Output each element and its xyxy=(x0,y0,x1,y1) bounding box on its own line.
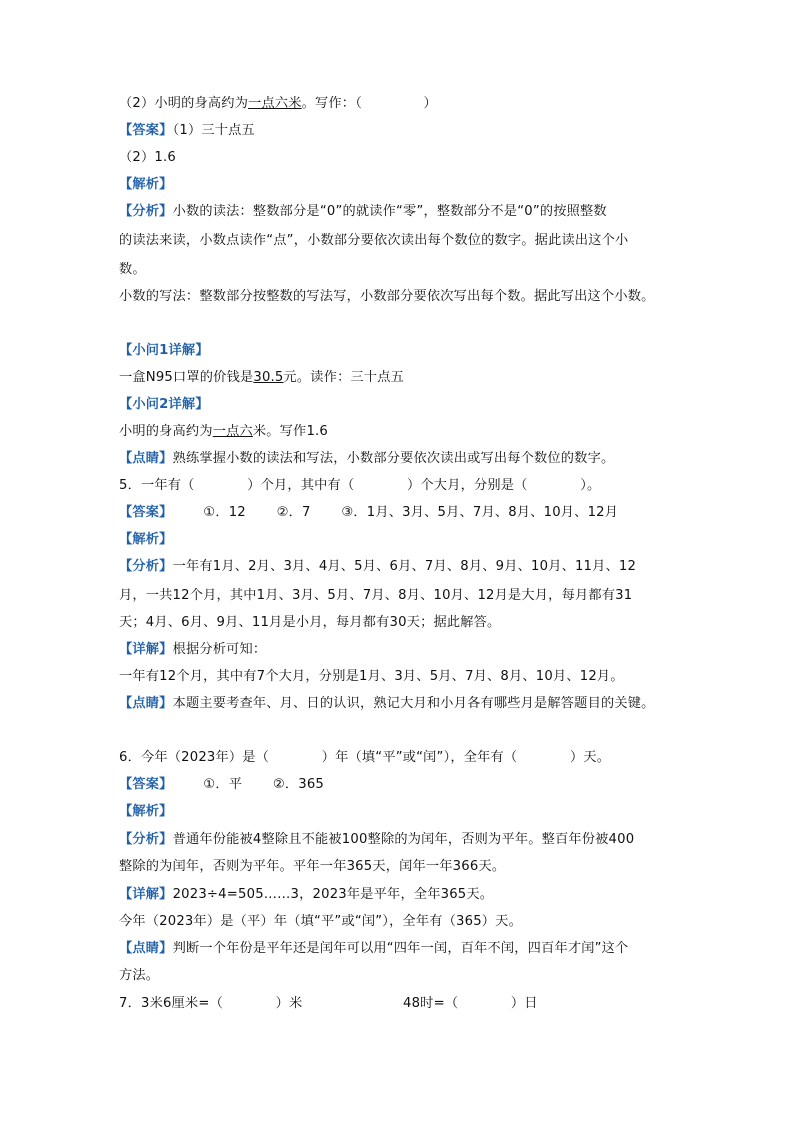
xiangjie-tag: 【详解】 xyxy=(119,642,173,657)
q4-xiaowen1-text: 一盒N95口罩的价钱是30.5元。读作：三十点五 xyxy=(119,370,405,385)
q5-result: 一年有12个月，其中有7个大月，分别是1月、3月、5月、7月、8月、10月、12月。 xyxy=(119,669,624,684)
q6-answer: 【答案】 ①．平 ②．365 xyxy=(119,777,325,792)
answer-tag: 【答案】 xyxy=(119,123,173,138)
q6-question: 6．今年（2023年）是（ ）年（填“平”或“闰”），全年有（ ）天。 xyxy=(119,750,611,765)
q6-fenxi-line2: 整除的为闰年，否则为平年。平年一年365天，闰年一年366天。 xyxy=(119,859,506,874)
q4-dianjing: 【点睛】熟练掌握小数的读法和写法，小数部分要依次读出或写出每个数位的数字。 xyxy=(119,451,615,466)
underlined-text: 一点六 xyxy=(212,424,253,439)
fenxi-tag: 【分析】 xyxy=(119,559,173,574)
q7-part2: 48时=（ ）日 xyxy=(403,996,538,1011)
q6-result: 今年（2023年）是（平）年（填“平”或“闰”），全年有（365）天。 xyxy=(119,914,522,929)
q4-fenxi-line3: 数。 xyxy=(119,262,146,277)
underlined-text: 30.5 xyxy=(253,370,284,385)
q5-answer: 【答案】 ①．12 ②．7 ③．1月、3月、5月、7月、8月、10月、12月 xyxy=(119,505,619,520)
q7-part1: 7．3米6厘米=（ ）米 xyxy=(119,996,303,1011)
dianjing-tag: 【点睛】 xyxy=(119,941,173,956)
q4-xiaowen2-tag: 【小问2详解】 xyxy=(119,397,209,412)
q4-xiaowen1-tag: 【小问1详解】 xyxy=(119,343,209,358)
xiangjie-tag: 【详解】 xyxy=(119,887,173,902)
q5-fenxi-line2: 月，一共12个月，其中1月、3月、5月、7月、8月、10月、12月是大月，每月都有31 xyxy=(119,588,633,603)
q4-jiexi-tag: 【解析】 xyxy=(119,177,173,192)
q5-xiangjie: 【详解】根据分析可知： xyxy=(119,642,267,657)
fenxi-tag: 【分析】 xyxy=(119,832,173,847)
underlined-text: 一点六米 xyxy=(248,96,302,111)
q4-answer: 【答案】（1）三十点五 xyxy=(119,123,255,138)
q4-answer-2: （2）1.6 xyxy=(119,150,176,165)
q6-jiexi-tag: 【解析】 xyxy=(119,804,173,819)
answer-tag: 【答案】 xyxy=(119,505,173,520)
q4-fenxi-line2: 的读法来读，小数点读作“点”，小数部分要依次读出每个数位的数字。据此读出这个小 xyxy=(119,233,629,248)
q4-fenxi: 【分析】小数的读法：整数部分是“0”的就读作“零”，整数部分不是“0”的按照整数 xyxy=(119,204,607,219)
dianjing-tag: 【点睛】 xyxy=(119,451,173,466)
answer-tag: 【答案】 xyxy=(119,777,173,792)
q6-fenxi: 【分析】普通年份能被4整除且不能被100整除的为闰年，否则为平年。整百年份被400 xyxy=(119,832,635,847)
fenxi-tag: 【分析】 xyxy=(119,204,173,219)
q6-dianjing-line2: 方法。 xyxy=(119,968,160,983)
dianjing-tag: 【点睛】 xyxy=(119,696,173,711)
q4-sub2-question: （2）小明的身高约为一点六米。写作：（ ） xyxy=(119,96,437,111)
q4-fenxi-line4: 小数的写法：整数部分按整数的写法写，小数部分要依次写出每个数。据此写出这个小数。 xyxy=(119,289,655,304)
q5-fenxi: 【分析】一年有1月、2月、3月、4月、5月、6月、7月、8月、9月、10月、11月、12 xyxy=(119,559,637,574)
q5-jiexi-tag: 【解析】 xyxy=(119,532,173,547)
q6-xiangjie: 【详解】2023÷4=505……3，2023年是平年，全年365天。 xyxy=(119,887,494,902)
q4-xiaowen2-text: 小明的身高约为一点六米。写作1.6 xyxy=(119,424,329,439)
q5-question: 5．一年有（ ）个月，其中有（ ）个大月，分别是（ ）。 xyxy=(119,478,601,493)
q6-dianjing: 【点睛】判断一个年份是平年还是闰年可以用“四年一闰，百年不闰，四百年才闰”这个 xyxy=(119,941,629,956)
q5-fenxi-line3: 天；4月、6月、9月、11月是小月，每月都有30天；据此解答。 xyxy=(119,615,501,630)
q5-dianjing: 【点睛】本题主要考查年、月、日的认识，熟记大月和小月各有哪些月是解答题目的关键。 xyxy=(119,696,655,711)
